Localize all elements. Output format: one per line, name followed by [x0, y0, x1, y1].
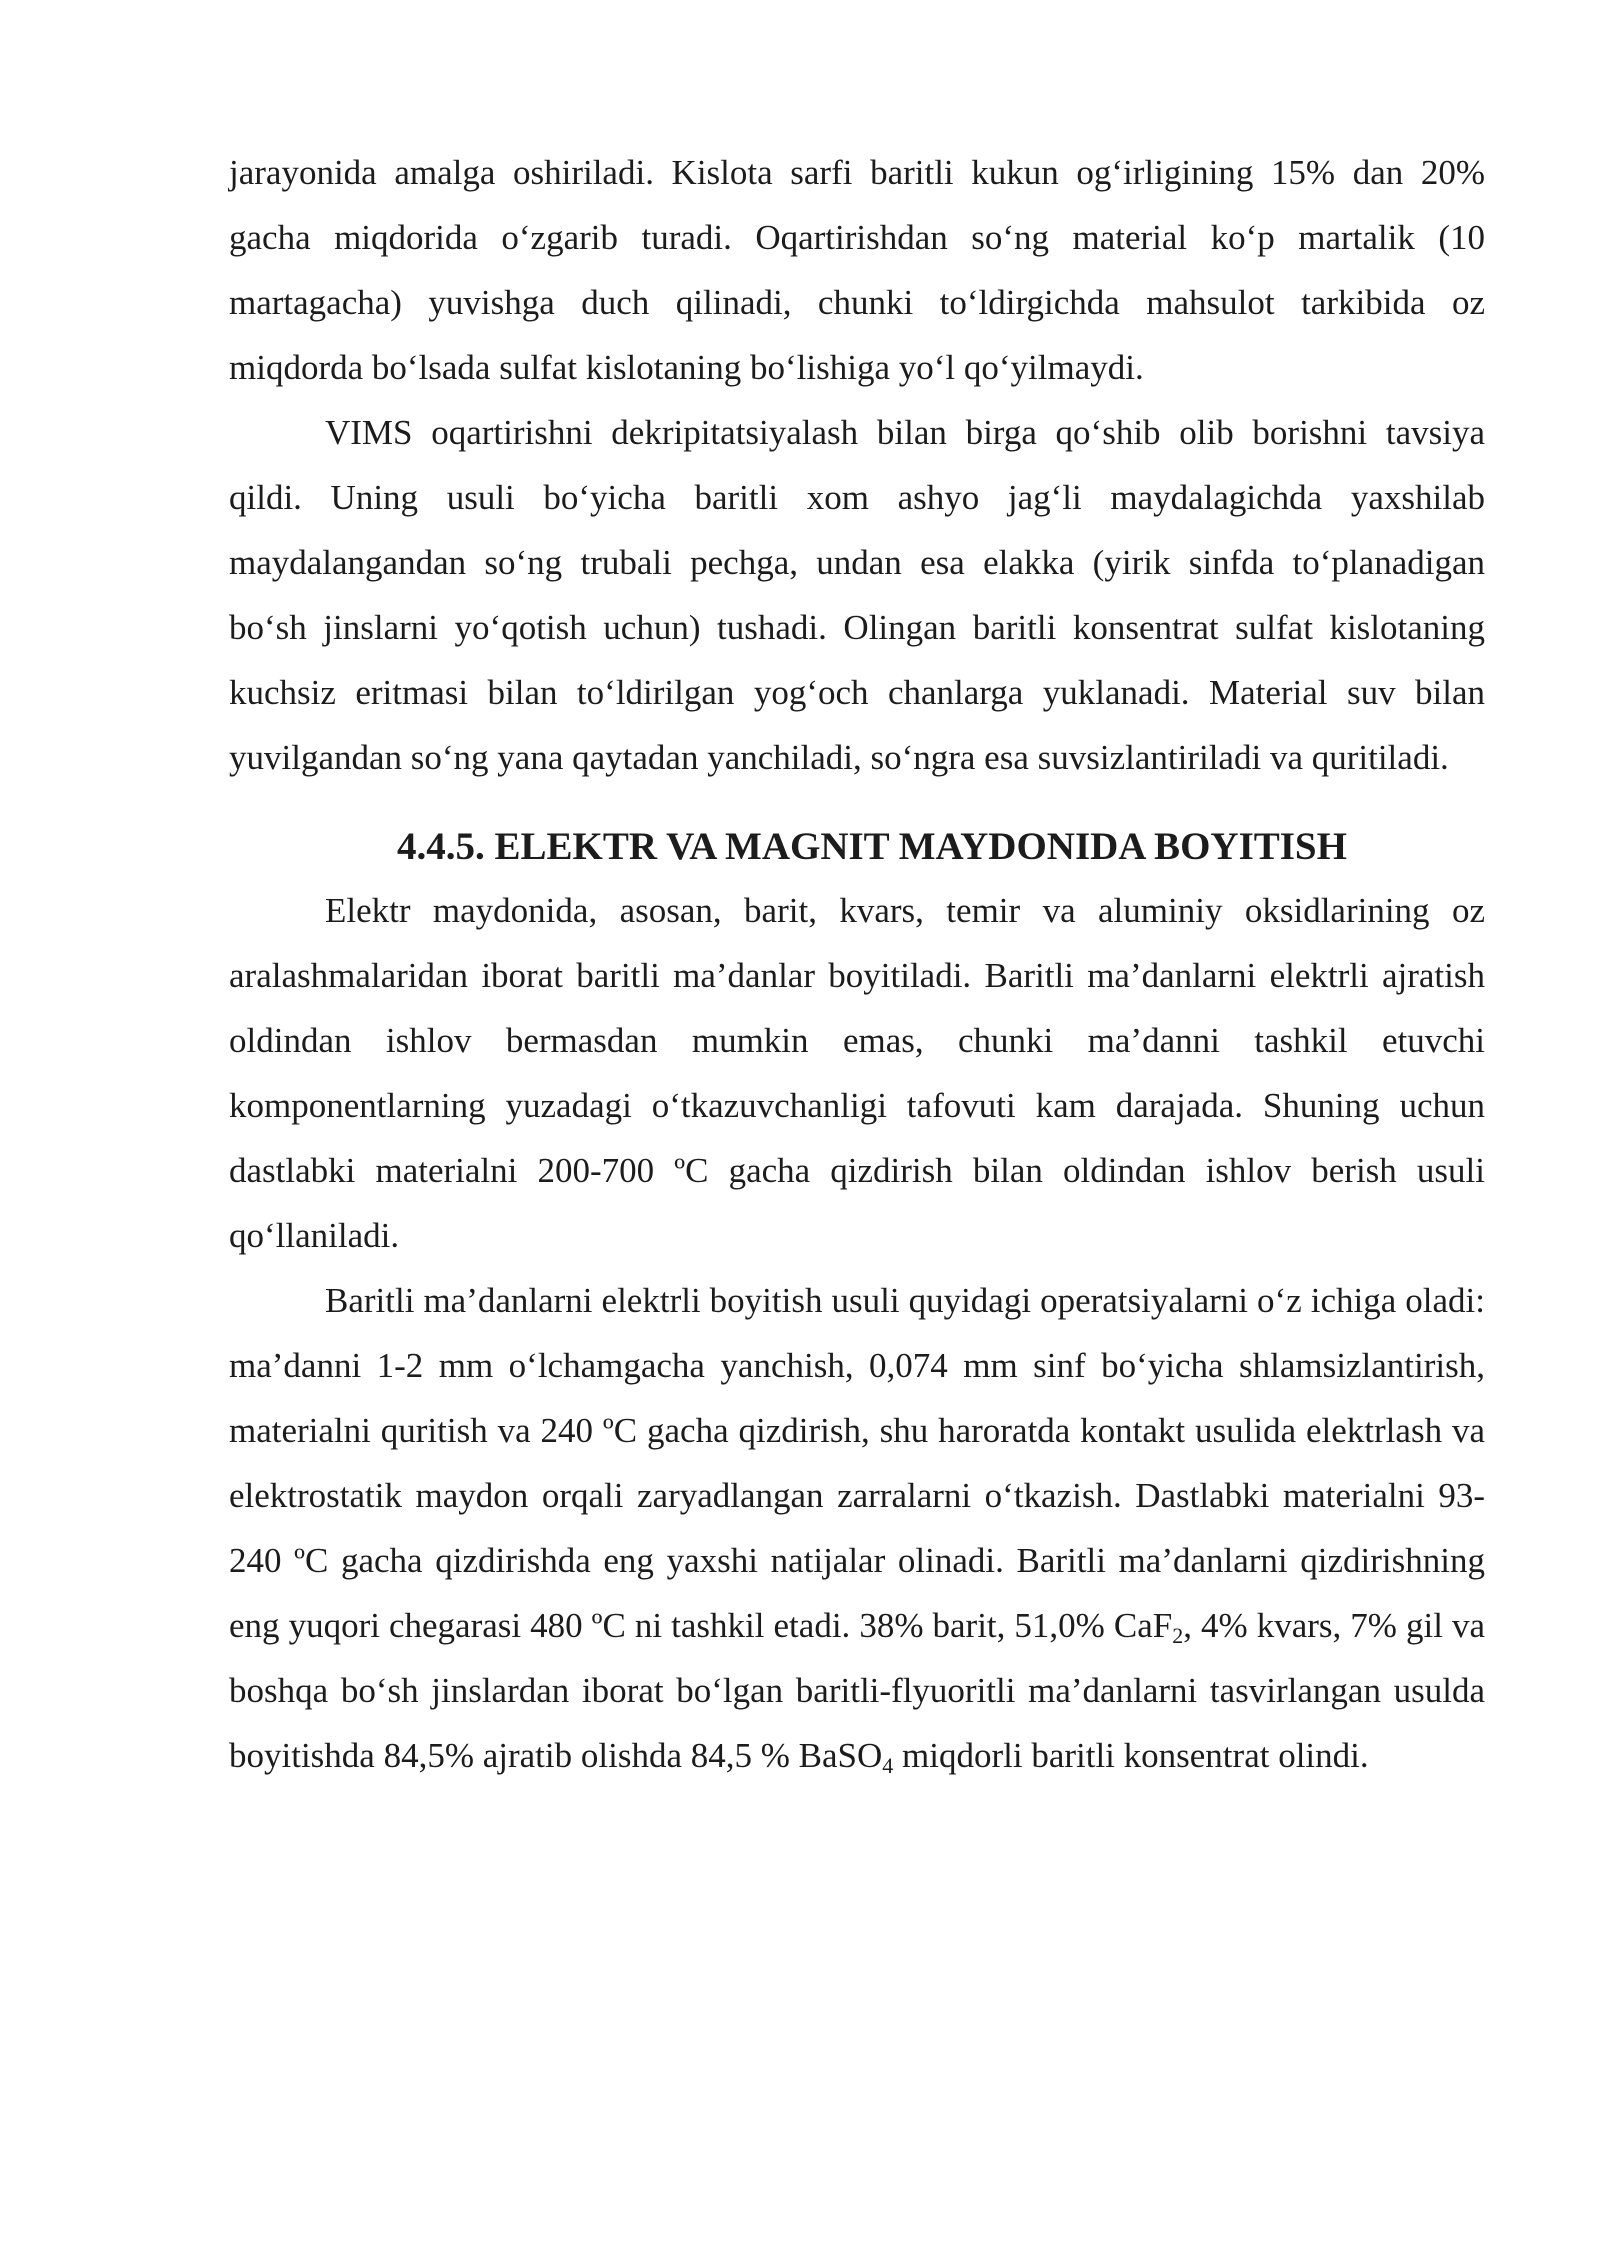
- baso4-subscript: 4: [882, 1753, 894, 1778]
- caf2-subscript: 2: [1172, 1623, 1184, 1648]
- paragraph-4-text-1: Baritli ma’danlarni elektrli boyitish usuli quyidagi operatsiyalarni o‘z ichiga oladi: ma’danni 1-2 mm o‘lchamgacha yanchish, 0,074 mm sinf bo‘yicha shlamsizlantirish, materialni quritish va 240 ºC gacha qizdirish, shu haroratda kontakt usulida elektrlash va elektrostatik maydon orqali zaryadlangan zarralarni o‘tkazish. Dastlabki materialni 93-240 ºC gacha qizdirishda eng yaxshi natijalar olinadi. Baritli ma’danlarni qizdirishning eng yuqori chegarasi 480 ºC ni tashkil etadi. 38% barit, 51,0% CaF: [229, 1281, 1485, 1645]
- document-page: [229, 140, 1485, 1788]
- section-heading: 4.4.5. ELEKTR VA MAGNIT MAYDONIDA BOYITISH: [397, 825, 1347, 868]
- paragraph-2: VIMS oqartirishni dekripitatsiyalash bilan birga qo‘shib olib borishni tavsiya qildi. Uning usuli bo‘yicha baritli xom ashyo jag‘li maydalagichda yaxshilab maydalangandan so‘ng trubali pechga, undan esa elakka (yirik sinfda to‘planadigan bo‘sh jinslarni yo‘qotish uchun) tushadi. Olingan baritli konsentrat sulfat kislotaning kuchsiz eritmasi bilan to‘ldirilgan yog‘och chanlarga yuklanadi. Material suv bilan yuvilgandan so‘ng yana qaytadan yanchiladi, so‘ngra esa suvsizlantiriladi va quritiladi.: [229, 413, 1485, 777]
- paragraph-4-text-3: miqdorli baritli konsentrat olindi.: [893, 1736, 1369, 1775]
- paragraph-1: jarayonida amalga oshiriladi. Kislota sarfi baritli kukun og‘irligining 15% dan 20% gacha miqdorida o‘zgarib turadi. Oqartirishdan so‘ng material ko‘p martalik (10 martagacha) yuvishga duch qilinadi, chunki to‘ldirgichda mahsulot tarkibida oz miqdorda bo‘lsada sulfat kislotaning bo‘lishiga yo‘l qo‘yilmaydi.: [229, 153, 1485, 387]
- paragraph-3: Elektr maydonida, asosan, barit, kvars, temir va aluminiy oksidlarining oz aralashmalaridan iborat baritli ma’danlar boyitiladi. Baritli ma’danlarni elektrli ajratish oldindan ishlov bermasdan mumkin emas, chunki ma’danni tashkil etuvchi komponentlarning yuzadagi o‘tkazuvchanligi tafovuti kam darajada. Shuning uchun dastlabki materialni 200-700 ºC gacha qizdirish bilan oldindan ishlov berish usuli qo‘llaniladi.: [229, 891, 1485, 1255]
- paragraph-4-text-2: , 4% kvars, 7% gil va boshqa bo‘sh jinslardan iborat bo‘lgan baritli-flyuoritli ma’danlarni tasvirlangan usulda boyitishda 84,5% ajratib olishda 84,5 % BaSO: [229, 1606, 1485, 1775]
- paragraph-4: [229, 1268, 1485, 1788]
